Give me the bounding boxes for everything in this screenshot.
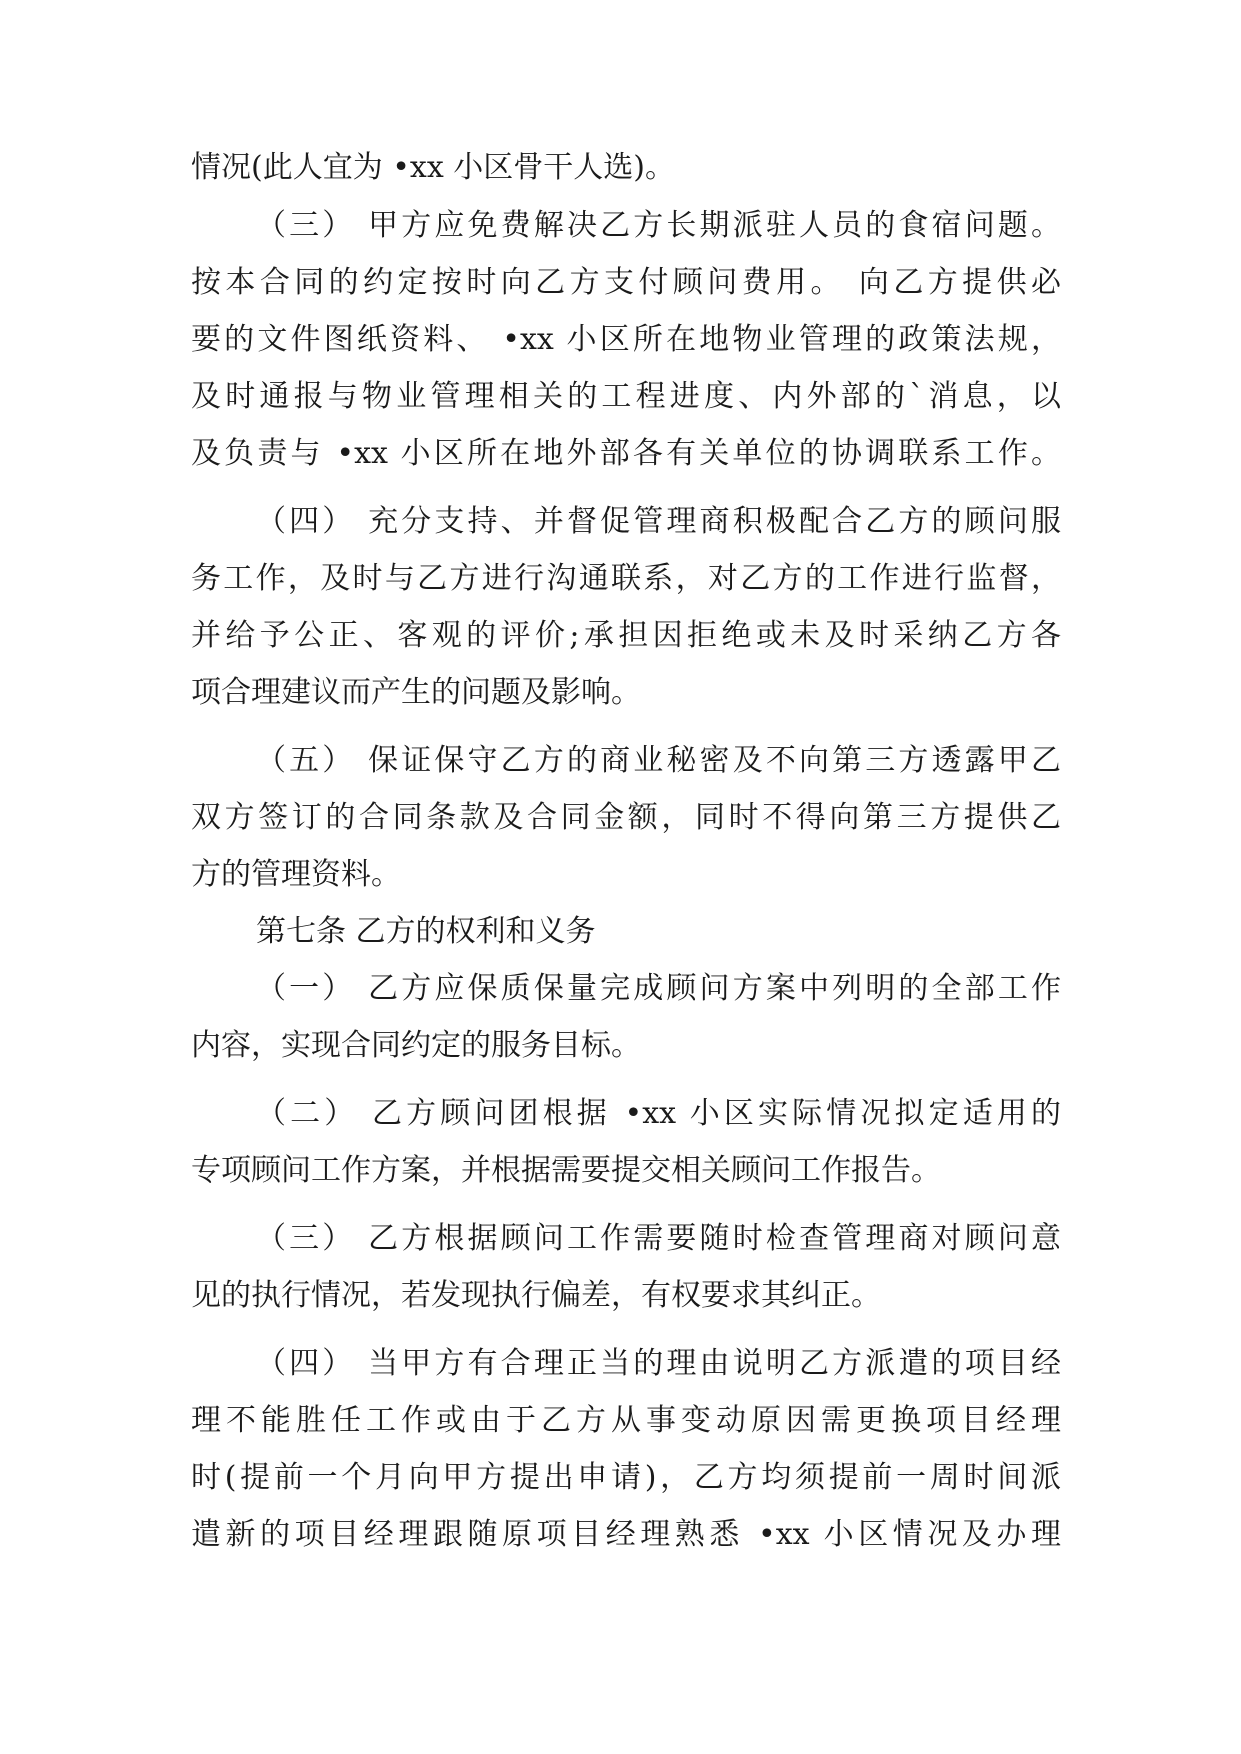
text-line: 专项顾问工作方案，并根据需要提交相关顾问工作报告。 <box>191 1153 941 1188</box>
text-line: （四） 当甲方有合理正当的理由说明乙方派遣的项目经 <box>256 1346 1061 1381</box>
text-line: 项合理建议而产生的问题及影响。 <box>191 675 641 710</box>
text-line: 按本合同的约定按时向乙方支付顾问费用。 向乙方提供必 <box>191 265 1061 300</box>
text-line: 遣新的项目经理跟随原项目经理熟悉 •xx 小区情况及办理 <box>191 1517 1061 1552</box>
text-line: 及时通报与物业管理相关的工程进度、内外部的`消息，以 <box>191 379 1061 414</box>
text-line: 情况(此人宜为 •xx 小区骨干人选)。 <box>191 150 676 185</box>
text-line: 及负责与 •xx 小区所在地外部各有关单位的协调联系工作。 <box>191 436 1061 471</box>
text-line: （四） 充分支持、并督促管理商积极配合乙方的顾问服 <box>256 504 1061 539</box>
text-line: 理不能胜任工作或由于乙方从事变动原因需更换项目经理 <box>191 1403 1061 1438</box>
text-line: 双方签订的合同条款及合同金额，同时不得向第三方提供乙 <box>191 800 1061 835</box>
text-line: （一） 乙方应保质保量完成顾问方案中列明的全部工作 <box>256 971 1061 1006</box>
text-line: 内容，实现合同约定的服务目标。 <box>191 1028 641 1063</box>
text-line: 要的文件图纸资料、 •xx 小区所在地物业管理的政策法规， <box>191 322 1061 357</box>
text-line: 时(提前一个月向甲方提出申请)，乙方均须提前一周时间派 <box>191 1460 1061 1495</box>
text-line: 见的执行情况，若发现执行偏差，有权要求其纠正。 <box>191 1278 881 1313</box>
text-line: 并给予公正、客观的评价;承担因拒绝或未及时采纳乙方各 <box>191 618 1061 653</box>
text-line: 方的管理资料。 <box>191 857 401 892</box>
text-line: （三） 甲方应免费解决乙方长期派驻人员的食宿问题。 <box>256 208 1061 243</box>
text-line: （二） 乙方顾问团根据 •xx 小区实际情况拟定适用的 <box>256 1096 1061 1131</box>
section-heading: 第七条 乙方的权利和义务 <box>256 914 596 949</box>
text-line: 务工作，及时与乙方进行沟通联系，对乙方的工作进行监督， <box>191 561 1061 596</box>
text-line: （三） 乙方根据顾问工作需要随时检查管理商对顾问意 <box>256 1221 1061 1256</box>
text-line: （五） 保证保守乙方的商业秘密及不向第三方透露甲乙 <box>256 743 1061 778</box>
